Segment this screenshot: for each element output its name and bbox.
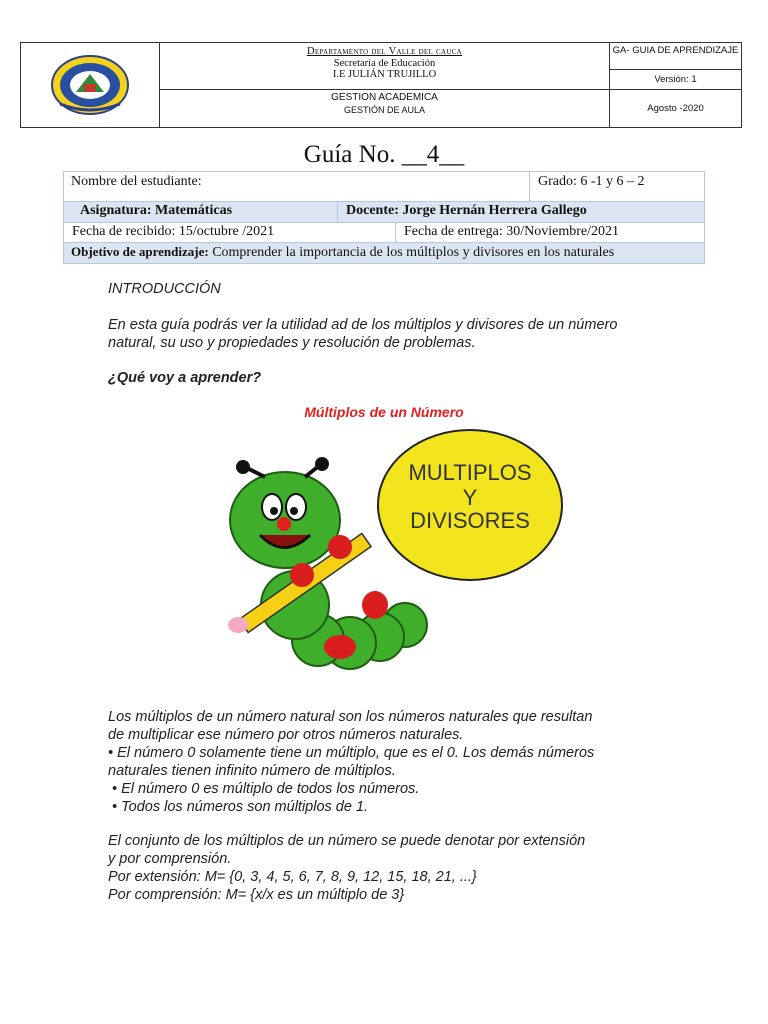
- bubble-word-1: MULTIPLOS: [408, 460, 532, 485]
- doc-code: GA- GUIA DE APRENDIZAJE: [610, 43, 741, 70]
- header-institution-block: [160, 43, 610, 90]
- received-date-cell: Fecha de recibido: 15/octubre /2021: [64, 223, 396, 242]
- department-name: Departamento del Valle del cauca: [306, 46, 463, 57]
- guide-title: Guía No. __4__: [303, 141, 465, 168]
- subject-text: Asignatura: Matemáticas: [80, 203, 233, 218]
- text-line: • El número 0 solamente tiene un múltiplo, que es el 0. Los demás números: [108, 745, 595, 761]
- intro-paragraph: En esta guía podrás ver la utilidad ad de los múltiplos y divisores de un número natural, su uso y propiedades y resolución de problemas.: [108, 317, 618, 351]
- bubble-word-3: DIVISORES: [410, 508, 530, 533]
- header-meta-block: [610, 43, 741, 127]
- area-name: GESTION ACADEMICA: [331, 92, 438, 103]
- caterpillar-illustration: [210, 425, 570, 685]
- document-header: [20, 42, 742, 128]
- text-line: de multiplicar ese número por otros números naturales.: [108, 727, 464, 743]
- text-line: El conjunto de los múltiplos de un número se puede denotar por extensión: [108, 833, 586, 849]
- objective-label: Objetivo de aprendizaje:: [71, 244, 209, 259]
- delivery-date-cell: Fecha de entrega: 30/Noviembre/2021: [404, 224, 619, 239]
- section-title: Múltiplos de un Número: [304, 404, 464, 420]
- grade-cell: Grado: 6 -1 y 6 – 2: [538, 174, 645, 189]
- student-name-field[interactable]: Nombre del estudiante:: [64, 172, 530, 201]
- text-line: • El número 0 es múltiplo de todos los números.: [108, 781, 420, 797]
- secretary-name: Secretaría de Educación: [333, 57, 436, 69]
- student-info-table: [63, 171, 705, 264]
- info-row-student: [64, 172, 704, 202]
- info-row-dates: [64, 223, 704, 243]
- text-line: Por extensión: M= {0, 3, 4, 5, 6, 7, 8, 9, 12, 15, 18, 21, ...}: [108, 869, 477, 885]
- school-logo-cell: [21, 43, 160, 127]
- teacher-cell: [338, 202, 704, 222]
- teacher-text: Docente: Jorge Hernán Herrera Gallego: [346, 203, 587, 218]
- bubble-word-2: Y: [462, 485, 478, 510]
- text-line: • Todos los números son múltiplos de 1.: [108, 799, 369, 815]
- text-line: Los múltiplos de un número natural son los números naturales que resultan: [108, 709, 593, 725]
- institution-name: I.E JULIÁN TRUJILLO: [332, 69, 437, 80]
- info-row-objective: [64, 243, 704, 263]
- doc-version: Versión: 1: [610, 70, 741, 90]
- subject-cell: [64, 202, 338, 222]
- intro-heading: INTRODUCCIÓN: [108, 281, 221, 297]
- objective-text: Comprender la importancia de los múltiplos y divisores en los naturales: [212, 245, 615, 260]
- header-area-block: [160, 90, 610, 127]
- school-seal-icon: [50, 54, 130, 116]
- learn-heading: ¿Qué voy a aprender?: [108, 370, 262, 386]
- text-line: y por comprensión.: [108, 851, 232, 867]
- text-line: Por comprensión: M= {x/x es un múltiplo de 3}: [108, 887, 405, 903]
- info-row-subject: [64, 202, 704, 223]
- multiples-set-notation: [108, 832, 668, 904]
- text-line: naturales tienen infinito número de múltiplos.: [108, 763, 396, 779]
- doc-date: Agosto -2020: [647, 103, 704, 114]
- multiples-definition: [108, 708, 668, 816]
- sub-area-name: GESTIÓN DE AULA: [343, 105, 426, 115]
